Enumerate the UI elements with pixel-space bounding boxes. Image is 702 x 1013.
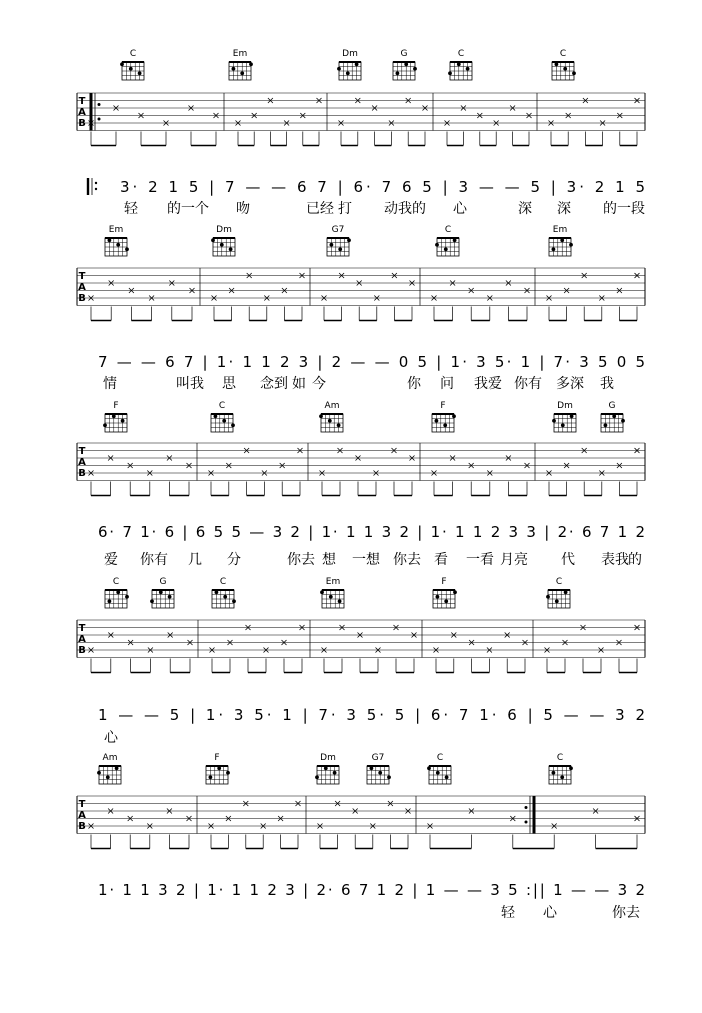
tab-staff [77, 796, 645, 849]
svg-text:T: T [78, 271, 86, 282]
lyric: 打 [338, 201, 352, 217]
chord-name: C [436, 753, 444, 763]
chord-diagram [549, 753, 573, 784]
chord-diagram [448, 49, 472, 80]
lyric: 如 [292, 376, 306, 392]
jianpu-line: 1· 1 1 3 2 | 1· 1 1 2 3 | 2· 6 7 1 2 | 1 — — 3 5 :|| 1 — — 3 2 [98, 881, 645, 899]
lyric: 今 [312, 376, 326, 392]
lyric: 轻 [501, 905, 515, 921]
lyric: 问 [440, 376, 454, 392]
chord-diagram [206, 753, 230, 784]
lyric: 的一个 [167, 201, 209, 217]
chord-diagram [393, 49, 417, 80]
chord-diagram [105, 225, 129, 256]
chord-name: C [556, 753, 564, 763]
lyric: 代 [561, 552, 575, 568]
chord-diagram [433, 577, 457, 608]
chord-diagram [315, 753, 339, 784]
chord-diagram [211, 401, 235, 432]
chord-diagram [103, 401, 127, 432]
tab-staff [77, 268, 645, 321]
chord-name: C [219, 577, 227, 587]
lyric: 心 [104, 730, 118, 746]
chord-diagram [432, 401, 456, 432]
svg-text:T: T [78, 96, 86, 107]
svg-text:B: B [78, 821, 86, 832]
chord-diagram [327, 225, 351, 256]
lyric: 一想 [352, 552, 380, 568]
svg-text:B: B [78, 645, 86, 656]
chord-diagram [211, 225, 235, 256]
lyric: 分 [227, 552, 241, 568]
chord-name: F [214, 753, 220, 763]
svg-text:A: A [78, 107, 86, 118]
chord-name: Dm [557, 401, 573, 411]
chord-name: Dm [320, 753, 336, 763]
chord-name: C [559, 49, 567, 59]
lyric: 轻 [124, 201, 138, 217]
svg-text:B: B [78, 118, 86, 129]
lyric: 月亮 [500, 552, 528, 568]
chord-name: G [400, 49, 408, 59]
chord-diagram [367, 753, 391, 784]
chord-diagram [120, 49, 144, 80]
svg-text:T: T [78, 446, 86, 457]
chord-name: F [440, 401, 446, 411]
lyric: 多深 [556, 376, 584, 392]
chord-diagram [229, 49, 253, 80]
lyric: 叫我 [176, 376, 204, 392]
lyric: 已经 [306, 201, 334, 217]
lyric: 心 [543, 905, 557, 921]
lyric: 你有 [514, 376, 542, 392]
svg-text:A: A [78, 457, 86, 468]
lyric: 思 [222, 376, 236, 392]
jianpu-line: 6· 7 1· 6 | 6 5 5 — 3 2 | 1· 1 1 3 2 | 1· 1 1 2 3 3 | 2· 6 7 1 2 [98, 523, 646, 541]
chord-name: C [457, 49, 465, 59]
chord-name: C [555, 577, 563, 587]
chord-diagram [552, 49, 576, 80]
svg-text:T: T [78, 623, 86, 634]
lyric: 你 [407, 376, 421, 392]
chord-name: G [159, 577, 167, 587]
svg-text:A: A [78, 282, 86, 293]
chord-diagram [427, 753, 451, 784]
jianpu-line: 3· 2 1 5 | 7 — — 6 7 | 6· 7 6 5 | 3 — — 5 | 3· 2 1 5 [120, 178, 646, 196]
chord-diagram [320, 577, 344, 608]
chord-diagram [105, 577, 129, 608]
chord-name: Dm [342, 49, 358, 59]
svg-text:B: B [78, 293, 86, 304]
lyric: 的一段 [603, 201, 645, 217]
lyric: 你去 [612, 905, 640, 921]
svg-text:B: B [78, 468, 86, 479]
tab-staff [77, 620, 645, 673]
lyric: 看 [434, 552, 448, 568]
chord-diagram [552, 401, 576, 432]
lyric: 深 [557, 201, 571, 217]
lyric: 动我的 [384, 201, 426, 217]
chord-name: F [113, 401, 119, 411]
chord-name: C [112, 577, 120, 587]
chord-name: Em [232, 49, 248, 59]
lyric: 深 [518, 201, 532, 217]
lyric: 我爱 [474, 376, 502, 392]
lyric: 你有 [140, 552, 168, 568]
svg-text:A: A [78, 810, 86, 821]
lyric: 你去 [287, 552, 315, 568]
chord-name: C [444, 225, 452, 235]
lyric: 的 [628, 552, 642, 568]
chord-name: G [608, 401, 616, 411]
chord-diagram [212, 577, 236, 608]
lyric: 我 [600, 376, 614, 392]
chord-name: Am [324, 401, 340, 411]
tab-staff [77, 93, 645, 146]
lyric: 心 [453, 201, 467, 217]
lyric: 想 [322, 552, 336, 568]
chord-name: Em [108, 225, 124, 235]
chord-name: Am [102, 753, 118, 763]
chord-name: C [129, 49, 137, 59]
lyric: 吻 [236, 201, 250, 217]
chord-name: Dm [216, 225, 232, 235]
chord-diagram [337, 49, 361, 80]
chord-diagram [97, 753, 121, 784]
jianpu-line: 1 — — 5 | 1· 3 5· 1 | 7· 3 5· 5 | 6· 7 1· 6 | 5 — — 3 2 [98, 706, 645, 724]
lyric: 情 [103, 376, 117, 392]
chord-diagram [546, 577, 570, 608]
lyric: 一看 [466, 552, 494, 568]
chord-diagram [601, 401, 625, 432]
chord-name: G7 [371, 753, 385, 763]
chord-name: F [441, 577, 447, 587]
chord-name: Em [552, 225, 568, 235]
lyric: 你去 [393, 552, 421, 568]
chord-diagram [435, 225, 459, 256]
lyric: 爱 [104, 552, 118, 568]
chord-name: G7 [331, 225, 345, 235]
lyric: 几 [188, 552, 202, 568]
chord-name: Em [325, 577, 341, 587]
jianpu-line: 7 — — 6 7 | 1· 1 1 2 3 | 2 — — 0 5 | 1· 3 5· 1 | 7· 3 5 0 5 [98, 353, 645, 371]
chord-diagram [549, 225, 573, 256]
chord-diagram [150, 577, 174, 608]
lyric: 表我 [601, 552, 629, 568]
lyric: 念到 [260, 376, 288, 392]
svg-text:T: T [78, 799, 86, 810]
chord-name: C [218, 401, 226, 411]
chord-diagram [319, 401, 343, 432]
svg-text:A: A [78, 634, 86, 645]
tab-staff [77, 443, 645, 496]
